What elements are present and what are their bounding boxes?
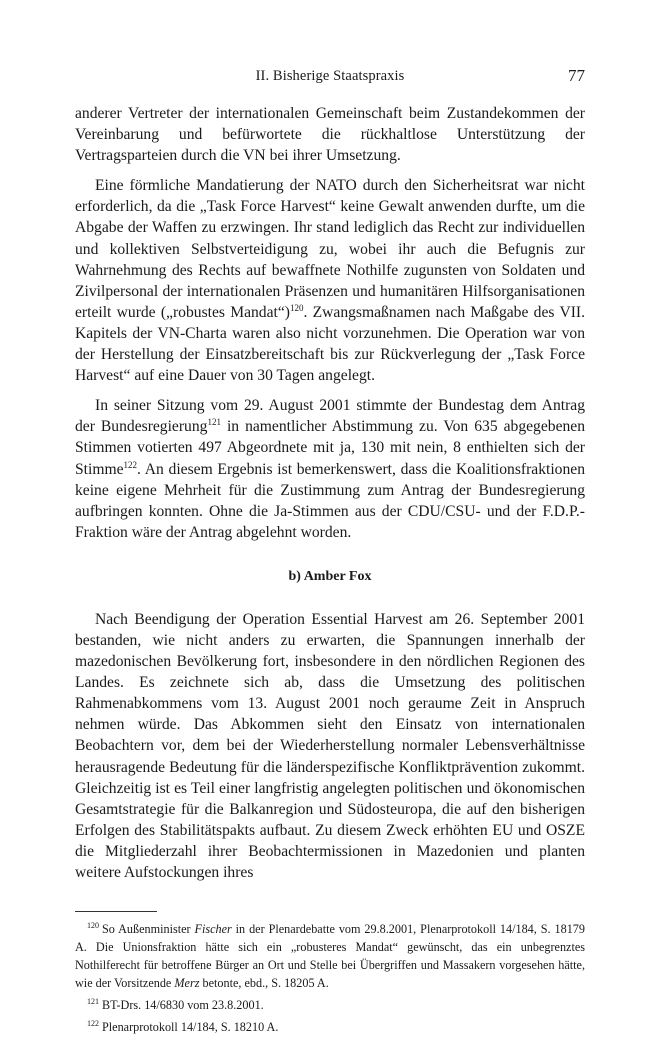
footnote-122	[75, 1018, 585, 1036]
footnote-number: 120	[87, 921, 99, 931]
author-name: Fischer	[194, 922, 232, 937]
footnote-ref-121[interactable]: 121	[207, 417, 221, 428]
author-name: Merz	[174, 976, 200, 991]
footnote-text: So Außenminister	[102, 922, 195, 937]
footnote-number: 122	[87, 1019, 99, 1029]
paragraph-2-part-a: Eine förmliche Mandatierung der NATO durch den Sicherheitsrat war nicht erforderlich, da die „Task Force Harvest“ keine Gewalt anwenden durfte, um die Abgabe der Waffen zu erzwingen. Ihr stand lediglich das Recht zur individuellen und kollektiven Selbstverteidigung zu, wobei ihr auch die Befugnis zur Wahrnehmung des Rechts auf bewaffnete Nothilfe zugunsten von Soldaten und Zivilpersonal der internationalen Präsenzen und humanitären Hilfsorganisationen erteilt wurde („robustes Mandat“)	[75, 177, 585, 321]
footnote-text: in der Plenardebatte vom 29.8.2001, Plenarprotokoll 14/184, S. 18179 A. Die Unionsfraktion hätte sich ein „robusteres Mandat“ gewünscht, das ein unbegrenztes Nothilferecht für betroffene Bürger an Ort und Stelle bei Übergriffen und Massakern vorgesehen hätte, wie der Vorsitzende	[75, 922, 585, 991]
footnote-ref-122[interactable]: 122	[123, 459, 138, 470]
footnote-text: Plenarprotokoll 14/184, S. 18210 A.	[102, 1020, 279, 1035]
section-heading: b) Amber Fox	[288, 568, 372, 584]
footnote-text: betonte, ebd., S. 18205 A.	[199, 976, 329, 991]
footnote-number: 121	[87, 997, 99, 1007]
footnote-divider	[75, 911, 157, 912]
paragraph-3-part-c: . An diesem Ergebnis ist bemerkenswert, dass die Koalitionsfraktionen keine eigene Mehrheit für die Zustimmung zum Antrag der Bundesregierung aufbringen konnten. Ohne die Ja-Stimmen aus der CDU/CSU- und der F.D.P.-Fraktion wäre der Antrag abgelehnt worden.	[75, 460, 585, 541]
paragraph-2-part-b: . Zwangsmaßnamen nach Maßgabe des VII. Kapitels der VN-Charta waren also nicht vorzunehmen. Die Operation war von der Herstellung der Einsatzbereitschaft bis zur Rückverlegung der „Task Force Harvest“ auf eine Dauer von 30 Tagen angelegt.	[75, 303, 585, 385]
paragraph-3-part-a: In seiner Sitzung vom 29. August 2001 stimmte der Bundestag dem Antrag der Bundesregierung	[75, 397, 585, 436]
paragraph-3	[75, 395, 585, 543]
paragraph-4: Nach Beendigung der Operation Essential Harvest am 26. September 2001 bestanden, wie nicht anders zu erwarten, die Spannungen innerhalb der mazedonischen Bevölkerung fort, insbesondere in den nördlichen Regionen des Landes. Es zeichnete sich ab, dass die Umsetzung des politischen Rahmenabkommens vom 13. August 2001 noch geraume Zeit in Anspruch nehmen würde. Das Abkommen sieht den Einsatz von internationalen Beobachtern vor, dem bei der Wiederherstellung normaler Lebensverhältnisse herausragende Bedeutung für die länderspezifische Konfliktprävention zukommt. Gleichzeitig ist es Teil einer langfristig angelegten politischen und ökonomischen Gesamtstrategie für die Balkanregion und Südosteuropa, die auf den bisherigen Erfolgen des Stabilitätspakts aufbaut. Zu diesem Zweck erhöhten EU und OSZE die Mitgliederzahl ihrer Beobachtermissionen in Mazedonien und planten weitere Aufstockungen ihres	[75, 610, 585, 881]
main-text	[75, 103, 585, 1036]
paragraph-1: anderer Vertreter der internationalen Gemeinschaft beim Zustandekommen der Vereinbarung und befürwortete die rückhaltlose Unterstützung der Vertragsparteien durch die VN bei ihrer Umsetzung.	[75, 105, 585, 165]
paragraph-3-part-b: in namentlicher Abstimmung zu. Von 635 abgegebenen Stimmen votierten 497 Abgeordnete mit ja, 130 mit nein, 8 enthielten sich der Stimme	[75, 418, 586, 478]
paragraph-2	[75, 175, 585, 386]
footnote-120	[75, 920, 585, 992]
footnote-text: BT-Drs. 14/6830 vom 23.8.2001.	[102, 998, 264, 1013]
footnote-ref-120[interactable]: 120	[289, 302, 304, 313]
page-header	[75, 68, 585, 92]
page-number: 77	[568, 66, 585, 85]
book-page	[75, 68, 585, 1040]
footnote-121	[75, 996, 585, 1014]
running-title: II. Bisherige Staatspraxis	[255, 68, 405, 84]
